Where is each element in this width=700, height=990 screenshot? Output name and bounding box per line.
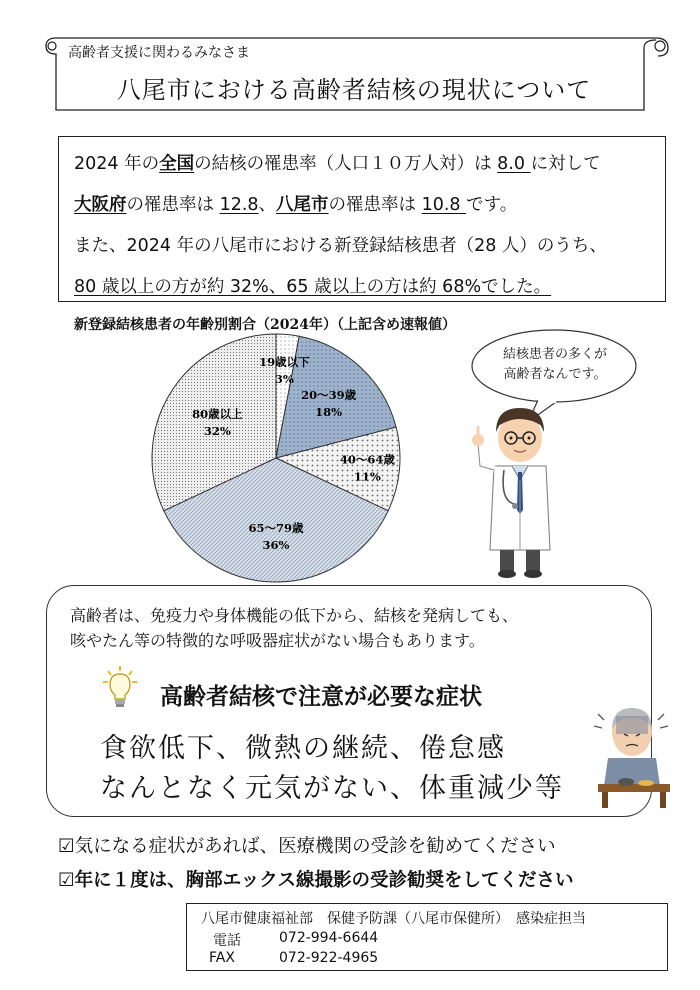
stat-national: 全国 xyxy=(159,154,195,174)
stat-osaka: 大阪府 xyxy=(74,195,127,215)
stat-yao: 八尾市 xyxy=(276,195,329,215)
pie-value-65-79: 36% xyxy=(262,537,290,552)
contact-dept: 八尾市健康福祉部 保健予防課（八尾市保健所） 感染症担当 xyxy=(201,911,586,927)
symptoms-intro xyxy=(70,603,518,653)
stat-national-rate: 8.0 xyxy=(497,154,531,174)
contact-box xyxy=(186,903,668,971)
bubble-line: 高齢者なんです。 xyxy=(503,367,607,382)
lightbulb-icon xyxy=(100,664,140,710)
stat-text: の罹患率は xyxy=(126,195,220,215)
chart-title: 新登録結核患者の年齢別割合（2024年）（上記含め速報値） xyxy=(74,317,456,333)
contact-fax: 072-922-4965 xyxy=(279,950,379,966)
check-item-2: ☑年に１度は、胸部エックス線撮影の受診勧奨をしてください xyxy=(58,870,574,891)
pie-value-20-39: 18% xyxy=(315,404,343,419)
symptoms-line-1: 食欲低下、微熱の継続、倦怠感 xyxy=(100,733,506,764)
symptoms-line-2: なんとなく元気がない、体重減少等 xyxy=(100,773,564,804)
intro-line: 咳やたん等の特徴的な呼吸器症状がない場合もあります。 xyxy=(70,631,485,650)
pie-label-20-39: 20～39歳 xyxy=(301,387,357,402)
stat-yao-rate: 10.8 xyxy=(421,195,467,215)
stat-line-2 xyxy=(74,191,517,216)
stat-text: 2024 年の xyxy=(74,154,160,174)
stat-line-3: また、2024 年の八尾市における新登録結核患者（28 人）のうち、 xyxy=(74,236,607,256)
stat-line-4: 80 歳以上の方が約 32%、65 歳以上の方は約 68%でした。 xyxy=(74,277,552,297)
pie-label-65-79: 65～79歳 xyxy=(248,520,304,535)
check-item-1: ☑気になる症状があれば、医療機関の受診を勧めてください xyxy=(58,836,556,857)
stat-text: 、 xyxy=(258,195,277,215)
symptoms-heading: 高齢者結核で注意が必要な症状 xyxy=(160,684,482,710)
pie-label-40-64: 40～64歳 xyxy=(339,452,395,467)
stat-text: に対して xyxy=(530,154,601,174)
contact-tel: 072-994-6644 xyxy=(279,930,379,946)
stat-osaka-rate: 12.8 xyxy=(219,195,259,215)
pie-value-40-64: 11% xyxy=(353,469,381,484)
stat-text: の結核の罹患率（人口１０万人対）は xyxy=(194,154,498,174)
pie-chart xyxy=(140,328,410,588)
contact-fax-label: FAX xyxy=(209,950,235,966)
speech-bubble-text xyxy=(480,345,630,385)
pie-value-under-19: 3% xyxy=(274,372,294,387)
bubble-line: 結核患者の多くが xyxy=(502,347,607,362)
stat-text: です。 xyxy=(466,195,518,215)
doctor-illustration xyxy=(470,400,570,580)
stat-line-1 xyxy=(74,150,601,175)
stat-text: の罹患率は xyxy=(328,195,422,215)
pie-label-under-19: 19歳以下 xyxy=(259,355,310,370)
pie-value-80-plus: 32% xyxy=(203,423,231,438)
intro-line: 高齢者は、免疫力や身体機能の低下から、結核を発病しても、 xyxy=(70,606,519,625)
page-title: 八尾市における高齢者結核の現状について xyxy=(116,76,592,104)
elderly-person-illustration xyxy=(592,700,672,810)
pie-label-80-plus: 80歳以上 xyxy=(192,406,243,421)
contact-tel-label: 電話 xyxy=(213,933,241,949)
header-subtitle: 高齢者支援に関わるみなさま xyxy=(68,45,250,61)
